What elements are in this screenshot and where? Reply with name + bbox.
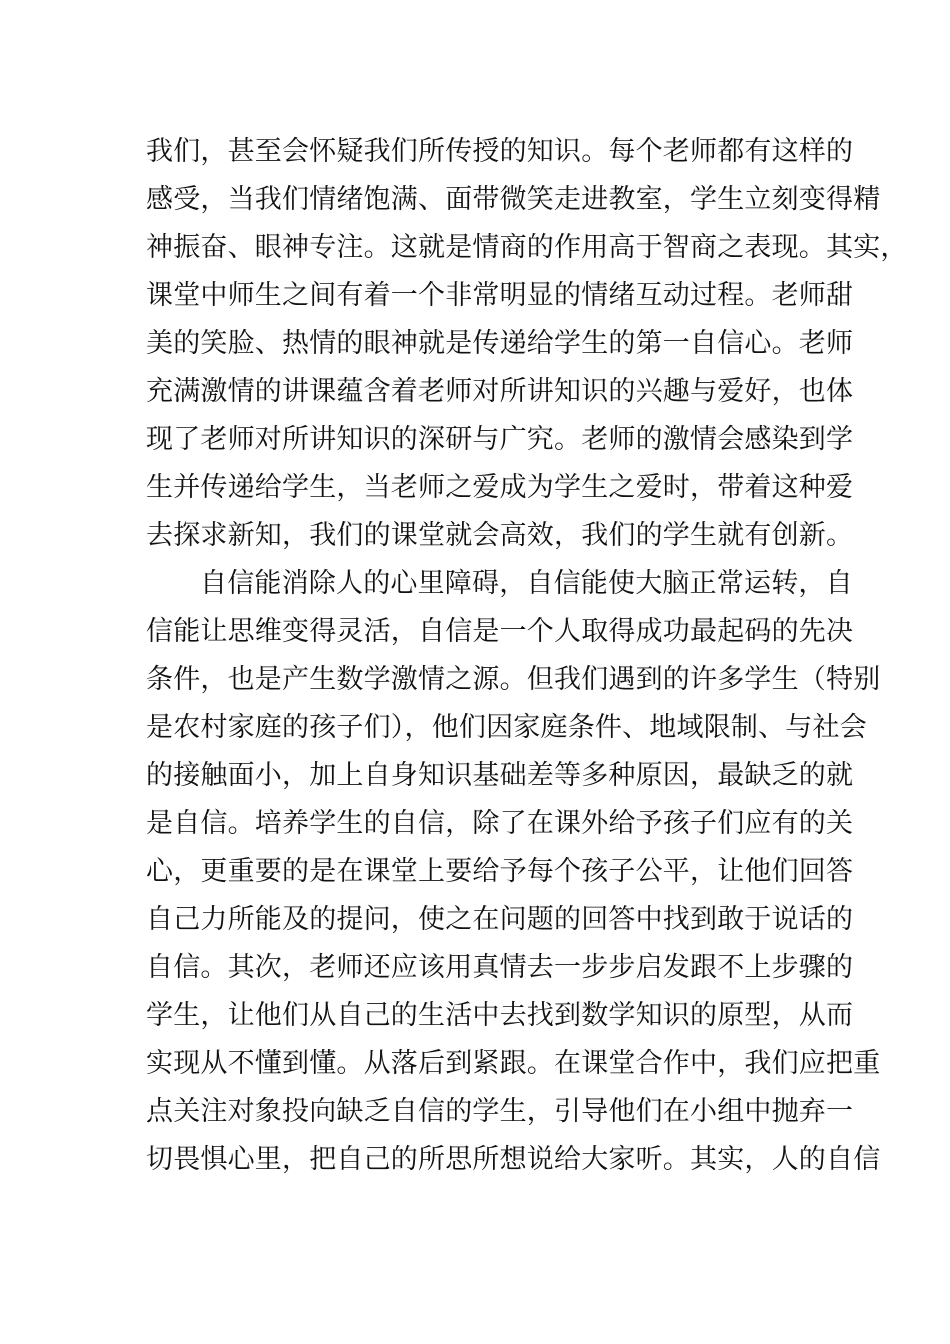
text-line: 信能让思维变得灵活，自信是一个人取得成功最起码的先决	[146, 616, 854, 647]
text-line: 自信。其次，老师还应该用真情去一步步启发跟不上步骤的	[146, 952, 854, 983]
text-line: 现了老师对所讲知识的深研与广究。老师的激情会感染到学	[146, 424, 854, 455]
text-line: 是农村家庭的孩子们），他们因家庭条件、地域限制、与社会	[146, 712, 867, 743]
text-line: 美的笑脸、热情的眼神就是传递给学生的第一自信心。老师	[146, 328, 854, 359]
text-line: 自信能消除人的心里障碍，自信能使大脑正常运转，自	[200, 568, 853, 599]
text-line: 我们，甚至会怀疑我们所传授的知识。每个老师都有这样的	[146, 136, 854, 167]
text-line: 实现从不懂到懂。从落后到紧跟。在课堂合作中，我们应把重	[146, 1048, 881, 1079]
text-line: 自己力所能及的提问，使之在问题的回答中找到敢于说话的	[146, 904, 854, 935]
body-text	[146, 128, 908, 1184]
text-line: 学生，让他们从自己的生活中去找到数学知识的原型，从而	[146, 1000, 854, 1031]
text-line: 感受，当我们情绪饱满、面带微笑走进教室，学生立刻变得精	[146, 184, 881, 215]
text-line: 去探求新知，我们的课堂就会高效，我们的学生就有创新。	[146, 520, 854, 551]
text-line: 充满激情的讲课蕴含着老师对所讲知识的兴趣与爱好，也体	[146, 376, 854, 407]
text-line: 是自信。培养学生的自信，除了在课外给予孩子们应有的关	[146, 808, 854, 839]
text-line: 点关注对象投向缺乏自信的学生，引导他们在小组中抛弃一	[146, 1096, 854, 1127]
paragraph-1	[146, 128, 908, 560]
text-line: 的接触面小，加上自身知识基础差等多种原因，最缺乏的就	[146, 760, 854, 791]
text-line: 心，更重要的是在课堂上要给予每个孩子公平，让他们回答	[146, 856, 854, 887]
text-line: 课堂中师生之间有着一个非常明显的情绪互动过程。老师甜	[146, 280, 854, 311]
text-line: 生并传递给学生，当老师之爱成为学生之爱时，带着这种爱	[146, 472, 854, 503]
paragraph-2	[146, 560, 881, 1184]
text-line: 神振奋、眼神专注。这就是情商的作用高于智商之表现。其实，	[146, 232, 908, 263]
text-line: 切畏惧心里，把自己的所思所想说给大家听。其实，人的自信	[146, 1144, 881, 1175]
text-line: 条件，也是产生数学激情之源。但我们遇到的许多学生（特别	[146, 664, 881, 695]
